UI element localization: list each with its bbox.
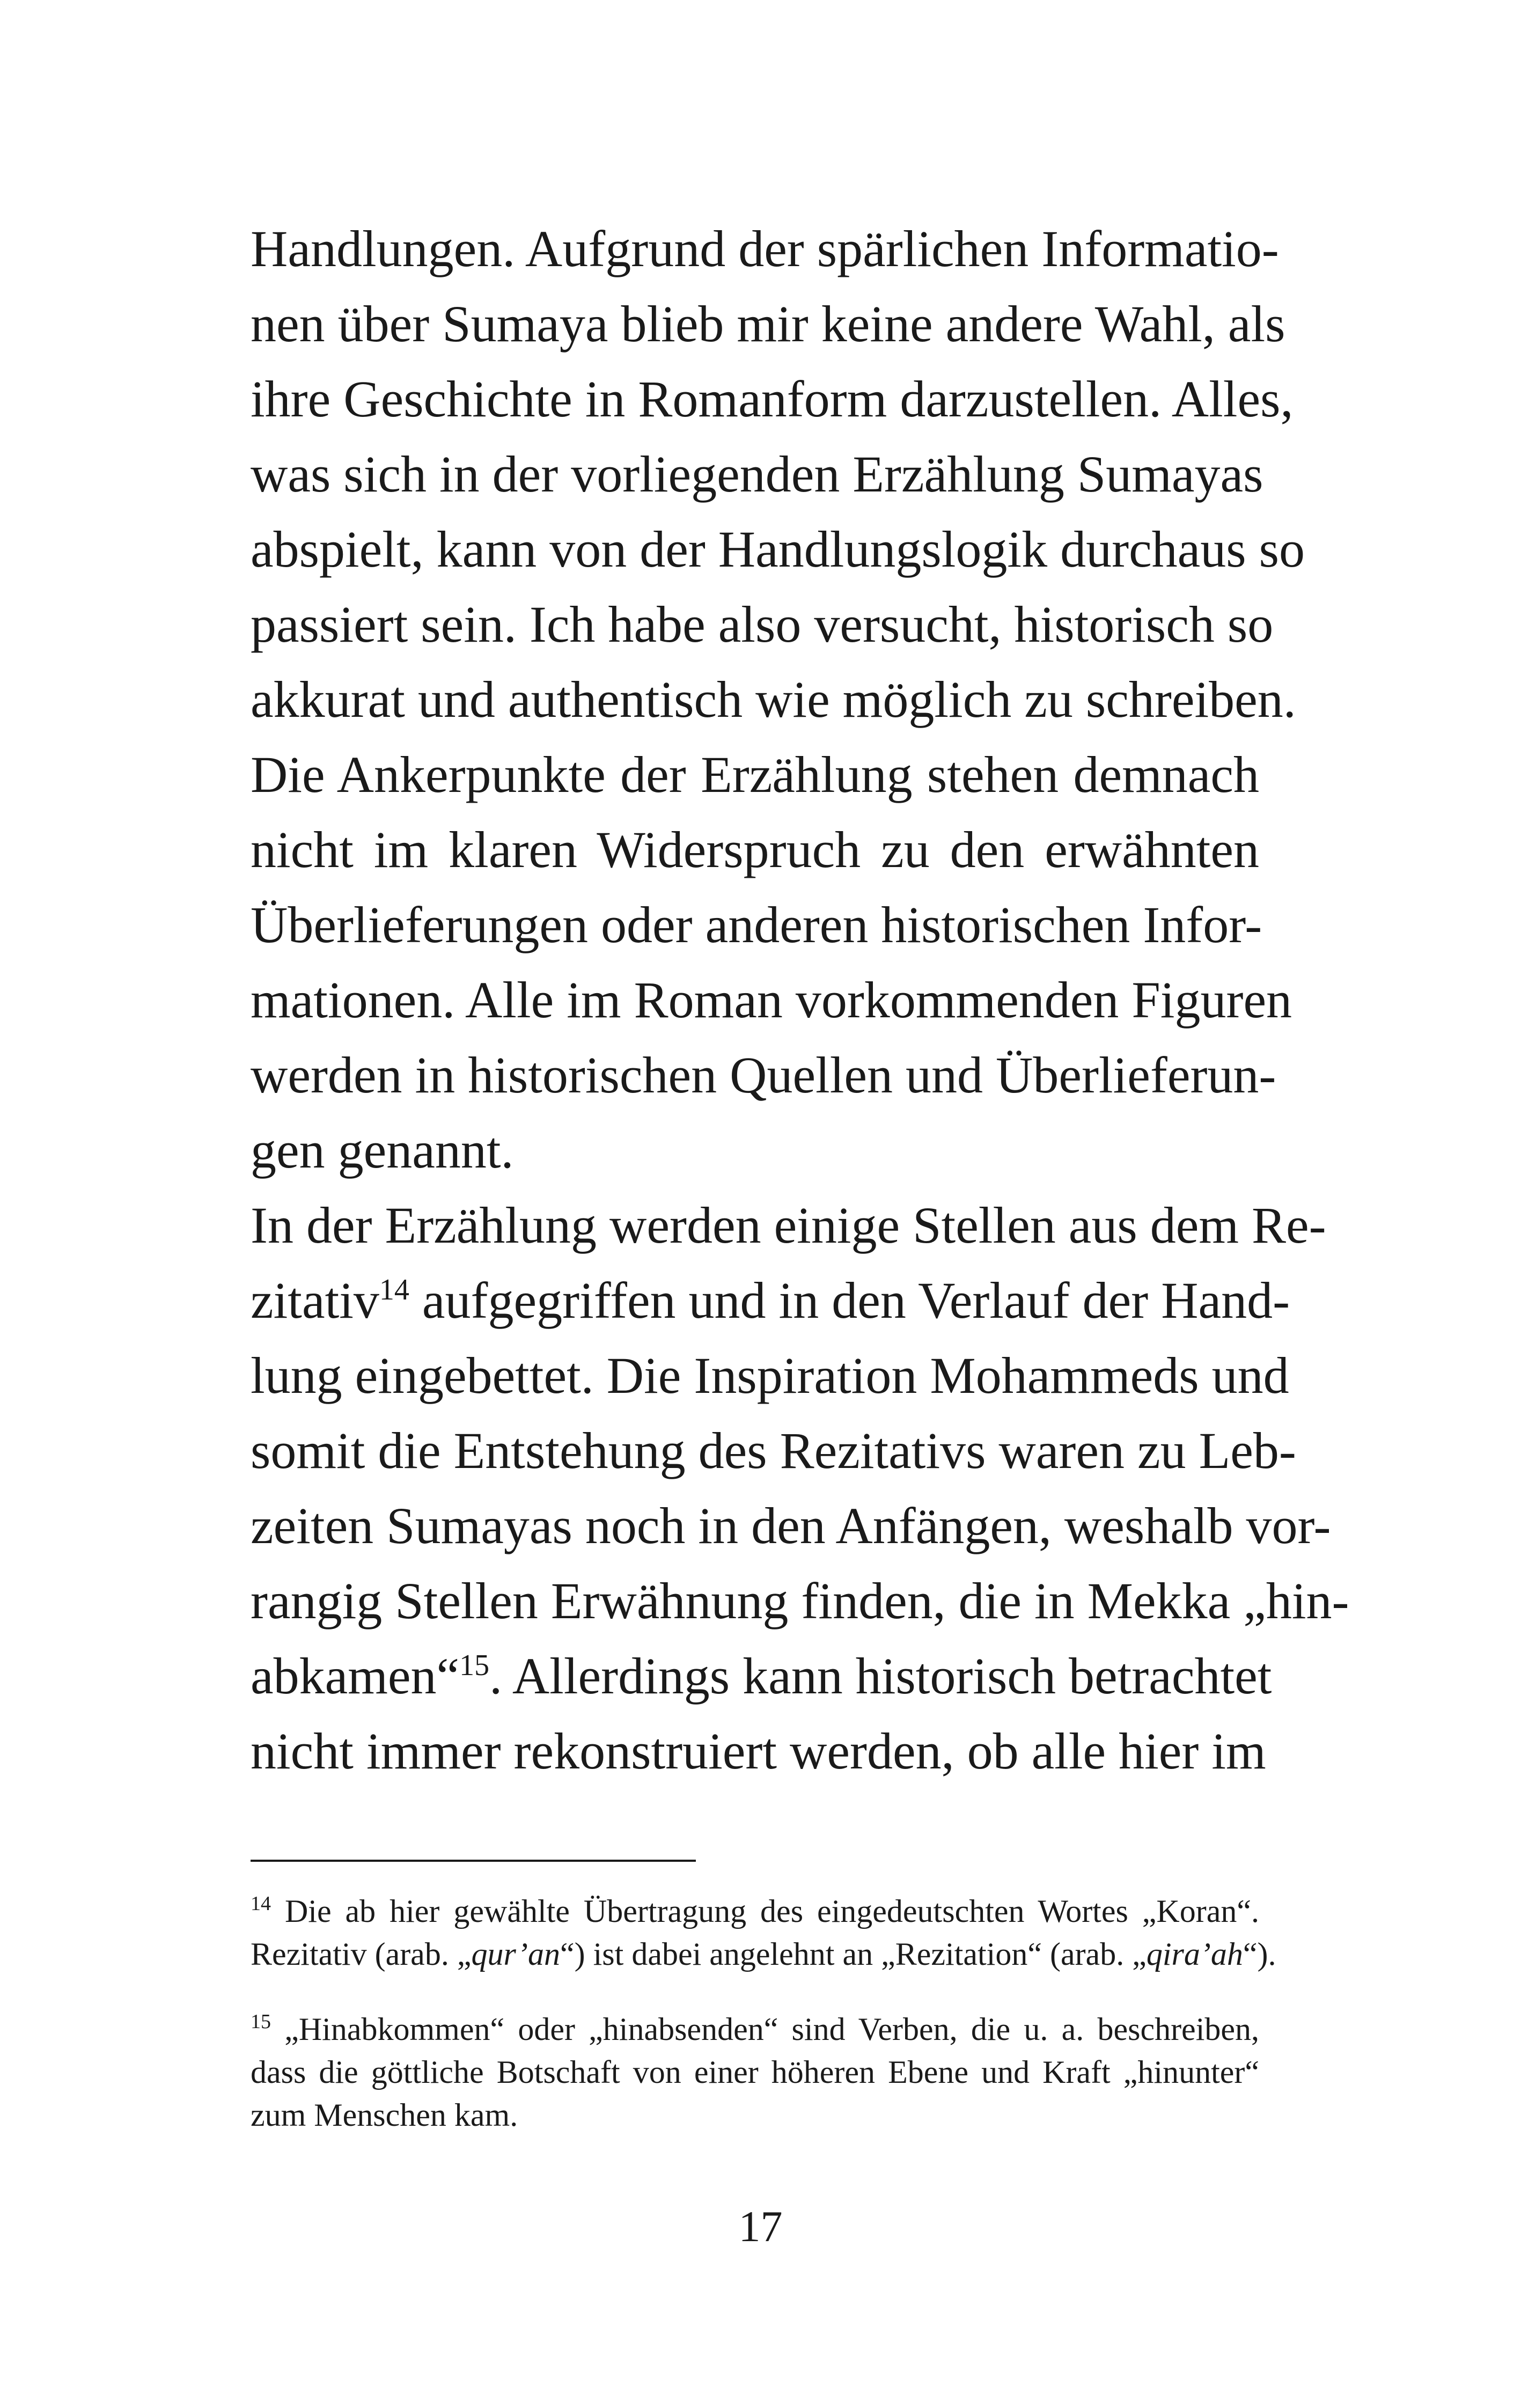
text-fragment: zitativ: [251, 1272, 379, 1329]
footnote-line: dass die göttliche Botschaft von einer höheren Ebene und Kraft „hinunter“: [251, 2054, 1259, 2090]
text-line: akkurat und authentisch wie möglich zu schreiben.: [251, 671, 1296, 728]
arabic-term: qira’ah: [1146, 1936, 1243, 1972]
text-line: werden in historischen Quellen und Überlieferun-: [251, 1046, 1276, 1104]
footnote-line: [251, 1890, 1259, 1933]
footnote-marker: 15: [251, 2010, 271, 2033]
text-line-with-footnote-ref: [251, 1263, 1290, 1338]
footnote-line: [251, 2008, 1259, 2051]
text-fragment: Rezitativ (arab. „: [251, 1936, 472, 1972]
text-line: abspielt, kann von der Handlungslogik durchaus so: [251, 520, 1305, 578]
footnote-14: [251, 1890, 1276, 1976]
text-fragment: abkamen“: [251, 1647, 460, 1705]
text-line: gen genannt.: [251, 1121, 514, 1179]
body-text: [251, 211, 1349, 1789]
footnote-separator: [251, 1860, 696, 1862]
text-line: nicht im klaren Widerspruch zu den erwähnten: [251, 821, 1259, 878]
text-fragment: „Hinabkommen“ oder „hinabsenden“ sind Verben, die u. a. beschreiben,: [271, 2011, 1259, 2047]
text-line: somit die Entstehung des Rezitativs waren zu Leb-: [251, 1422, 1296, 1479]
footnote-15: [251, 2008, 1259, 2137]
text-line: Überlieferungen oder anderen historischen Infor-: [251, 896, 1262, 953]
text-fragment: Die ab hier gewählte Übertragung des eingedeutschten Wortes „Koran“.: [271, 1893, 1259, 1929]
text-line: was sich in der vorliegenden Erzählung Sumayas: [251, 445, 1263, 503]
footnote-line: zum Menschen kam.: [251, 2097, 518, 2133]
text-line: ihre Geschichte in Romanform darzustellen. Alles,: [251, 370, 1294, 428]
text-fragment: “) ist dabei angelehnt an „Rezitation“ (arab. „: [560, 1936, 1147, 1972]
text-fragment: aufgegriffen und in den Verlauf der Hand-: [409, 1272, 1290, 1329]
arabic-term: qur’an: [471, 1936, 561, 1972]
text-line: rangig Stellen Erwähnung finden, die in Mekka „hin-: [251, 1572, 1349, 1629]
text-fragment: “).: [1243, 1936, 1276, 1972]
text-line: lung eingebettet. Die Inspiration Mohammeds und: [251, 1347, 1289, 1404]
text-line: Handlungen. Aufgrund der spärlichen Informatio-: [251, 220, 1279, 277]
text-line: Die Ankerpunkte der Erzählung stehen demnach: [251, 746, 1259, 803]
text-line: zeiten Sumayas noch in den Anfängen, weshalb vor-: [251, 1497, 1331, 1554]
page-number: 17: [738, 2202, 783, 2251]
text-line: nicht immer rekonstruiert werden, ob alle hier im: [251, 1722, 1266, 1780]
footnote-ref-15[interactable]: 15: [459, 1649, 490, 1682]
text-line: In der Erzählung werden einige Stellen aus dem Re-: [251, 1196, 1326, 1254]
text-line: mationen. Alle im Roman vorkommenden Figuren: [251, 971, 1292, 1029]
footnote-line: [251, 1933, 1276, 1976]
footnotes: [251, 1890, 1276, 2169]
footnote-ref-14[interactable]: 14: [379, 1273, 409, 1306]
text-line: passiert sein. Ich habe also versucht, historisch so: [251, 596, 1274, 653]
text-line-with-footnote-ref: [251, 1639, 1272, 1714]
text-fragment: . Allerdings kann historisch betrachtet: [489, 1647, 1272, 1705]
text-line: nen über Sumaya blieb mir keine andere Wahl, als: [251, 295, 1285, 353]
footnote-marker: 14: [251, 1892, 271, 1915]
